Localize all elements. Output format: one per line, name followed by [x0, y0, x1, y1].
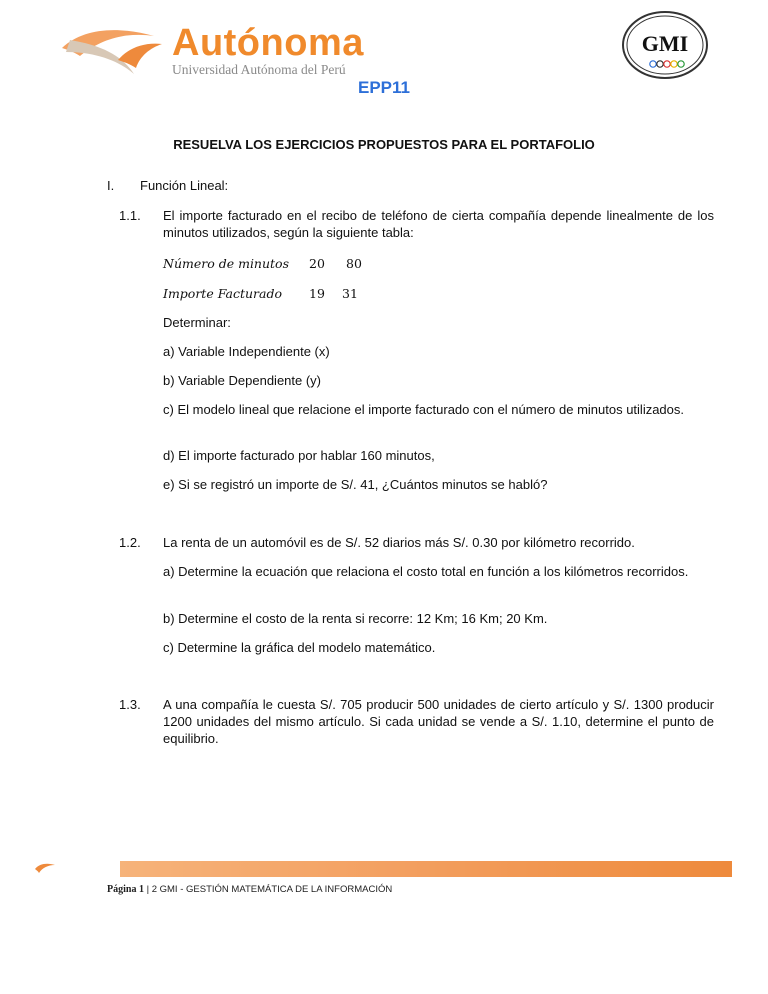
list-item: d) El importe facturado por hablar 160 minutos,: [163, 448, 435, 463]
exercise-prompt: Determinar:: [163, 315, 231, 330]
document-code: EPP11: [358, 78, 410, 97]
autonoma-logo-swoosh-icon: [58, 22, 168, 82]
page-number: Página 1: [107, 884, 144, 895]
table-cell: 20: [309, 256, 325, 271]
gmi-badge-icon: [620, 10, 710, 80]
footer-swoosh-icon: [34, 862, 56, 876]
exercise-number: 1.3.: [119, 697, 141, 712]
exercise-text: El importe facturado en el recibo de teléfono de cierta compañía depende linealmente de los minutos utilizados, según la siguiente tabla:: [163, 208, 714, 240]
gmi-badge-text: GMI: [641, 31, 689, 56]
list-item: c) El modelo lineal que relacione el importe facturado con el número de minutos utilizados.: [163, 402, 685, 417]
footer-separator: |: [143, 884, 152, 895]
exercise-text: A una compañía le cuesta S/. 705 producir 500 unidades de cierto artículo y S/. 1300 producir 1200 unidades del mismo artículo. Si cada unidad se vende a S/. 1.10, determine el punto de equilibrio.: [163, 697, 714, 746]
table-cell: 31: [342, 286, 358, 301]
table-row-label: Número de minutos: [163, 256, 290, 271]
footer-course: 2 GMI - GESTIÓN MATEMÁTICA DE LA INFORMACIÓN: [151, 884, 393, 895]
list-item: c) Determine la gráfica del modelo matemático.: [163, 640, 436, 655]
list-item: e) Si se registró un importe de S/. 41, ¿Cuántos minutos se habló?: [163, 477, 548, 492]
exercise-text: La renta de un automóvil es de S/. 52 diarios más S/. 0.30 por kilómetro recorrido.: [163, 535, 635, 550]
table-row-label: Importe Facturado: [163, 286, 282, 301]
exercise-number: 1.2.: [119, 535, 141, 550]
footer-bar: [120, 861, 732, 877]
university-logo-text: Autónoma: [172, 22, 364, 64]
list-item: b) Variable Dependiente (y): [163, 373, 322, 388]
section-title: Función Lineal:: [140, 178, 229, 193]
list-item: a) Determine la ecuación que relaciona el costo total en función a los kilómetros recorridos.: [163, 564, 689, 579]
university-subtitle: Universidad Autónoma del Perú: [172, 62, 346, 77]
table-cell: 80: [346, 256, 362, 271]
page-heading: RESUELVA LOS EJERCICIOS PROPUESTOS PARA EL PORTAFOLIO: [173, 137, 595, 152]
page-footer: [107, 884, 392, 895]
table-cell: 19: [309, 286, 325, 301]
list-item: a) Variable Independiente (x): [163, 344, 330, 359]
list-item: b) Determine el costo de la renta si recorre: 12 Km; 16 Km; 20 Km.: [163, 611, 548, 626]
exercise-number: 1.1.: [119, 208, 141, 223]
section-number: I.: [107, 178, 115, 193]
